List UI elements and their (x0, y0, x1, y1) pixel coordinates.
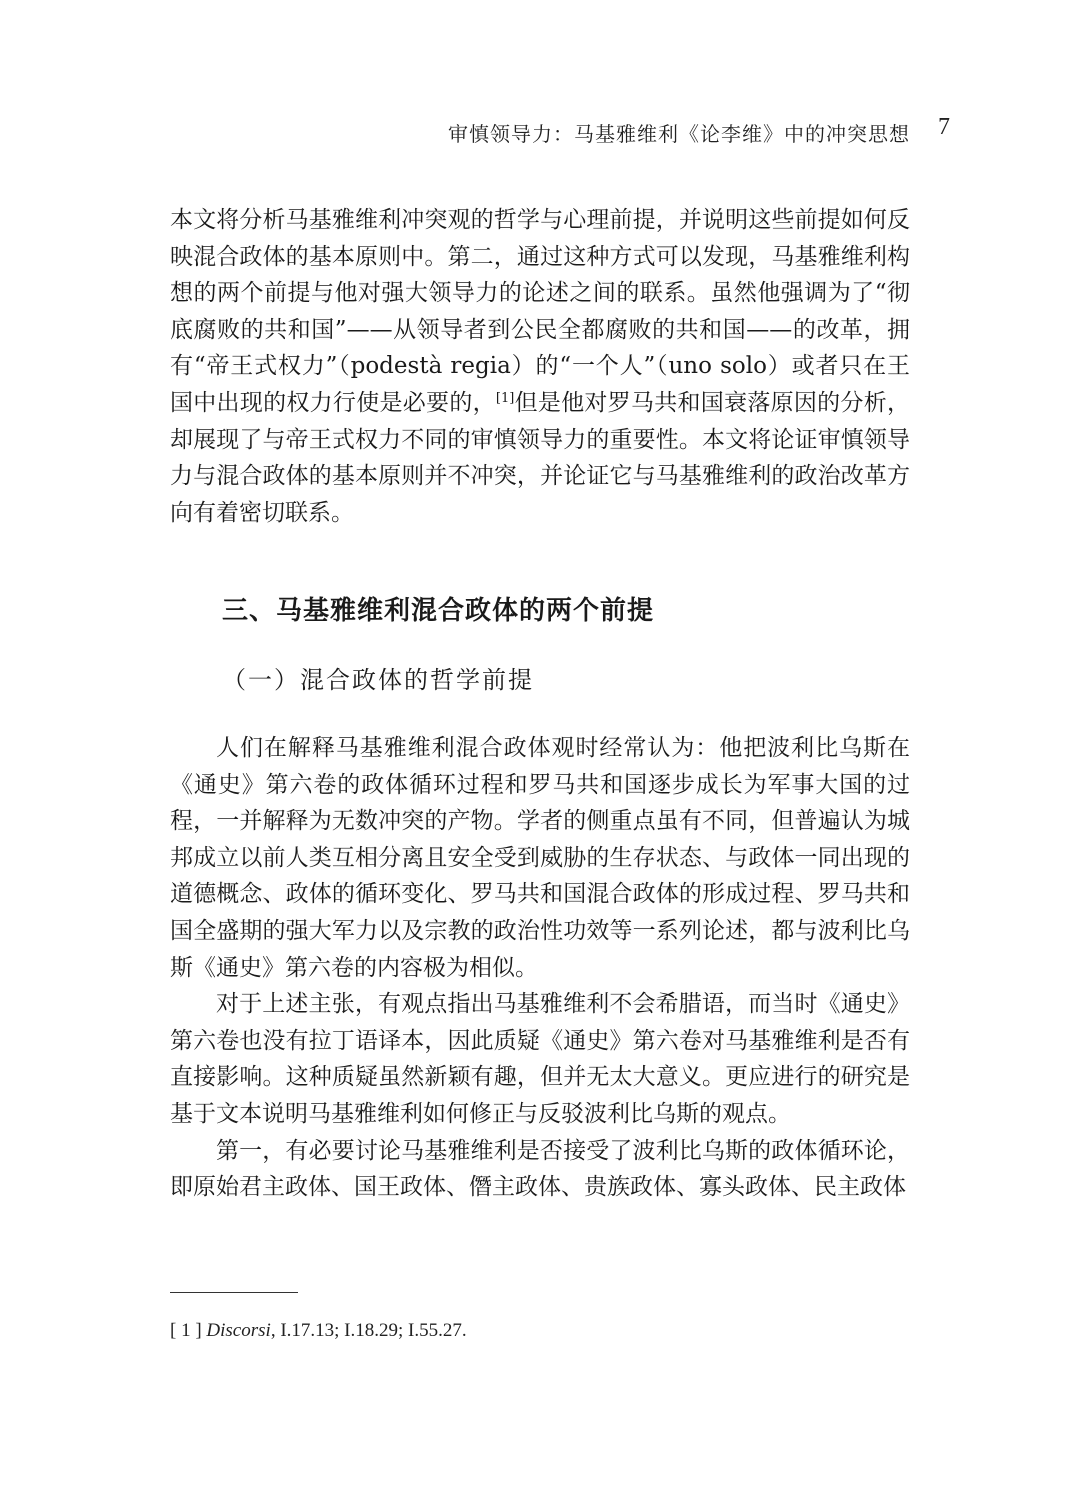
paragraph-text-part2: 但是他对罗马共和国衰落原因的分析，却展现了与帝王式权力不同的审慎领导力的重要性。本文将论证审慎领导力与混合政体的基本原则并不冲突，并论证它与马基雅维利的政治改革方向有着密切联系。 (170, 389, 911, 526)
footnote (170, 1320, 467, 1342)
footnote-divider (170, 1292, 298, 1293)
continued-paragraph (170, 202, 910, 531)
paragraph-text-part1: 本文将分析马基雅维利冲突观的哲学与心理前提，并说明这些前提如何反映混合政体的基本原则中。第二，通过这种方式可以发现，马基雅维利构想的两个前提与他对强大领导力的论述之间的联系。虽然他强调为了“彻底腐败的共和国”——从领导者到公民全都腐败的共和国——的改革，拥有“帝王式权力”（podestà regia）的“一个人”（uno solo）或者只在王国中出现的权力行使是必要的， (170, 207, 910, 416)
page-number: 7 (938, 114, 950, 140)
body-paragraph-1: 人们在解释马基雅维利混合政体观时经常认为：他把波利比乌斯在《通史》第六卷的政体循环过程和罗马共和国逐步成长为军事大国的过程，一并解释为无数冲突的产物。学者的侧重点虽有不同，但普遍认为城邦成立以前人类互相分离且安全受到威胁的生存状态、与政体一同出现的道德概念、政体的循环变化、罗马共和国混合政体的形成过程、罗马共和国全盛期的强大军力以及宗教的政治性功效等一系列论述，都与波利比乌斯《通史》第六卷的内容极为相似。 (170, 735, 910, 981)
footnote-marker: [ 1 ] (170, 1320, 202, 1341)
footnote-references: , I.17.13; I.18.29; I.55.27. (270, 1320, 467, 1341)
body-paragraph-2: 对于上述主张，有观点指出马基雅维利不会希腊语，而当时《通史》第六卷也没有拉丁语译本，因此质疑《通史》第六卷对马基雅维利是否有直接影响。这种质疑虽然新颖有趣，但并无太大意义。更应进行的研究是基于文本说明马基雅维利如何修正与反驳波利比乌斯的观点。 (170, 991, 910, 1127)
section-heading: 三、马基雅维利混合政体的两个前提 (222, 596, 655, 626)
footnote-reference: [1] (495, 390, 515, 406)
footnote-work-title: Discorsi (206, 1320, 271, 1341)
body-paragraph-3: 第一，有必要讨论马基雅维利是否接受了波利比乌斯的政体循环论，即原始君主政体、国王政体、僭主政体、贵族政体、寡头政体、民主政体 (170, 1137, 910, 1201)
subsection-heading: （一）混合政体的哲学前提 (222, 666, 534, 694)
running-head-title: 审慎领导力：马基雅维利《论李维》中的冲突思想 (448, 122, 910, 146)
section-body (170, 730, 910, 1206)
